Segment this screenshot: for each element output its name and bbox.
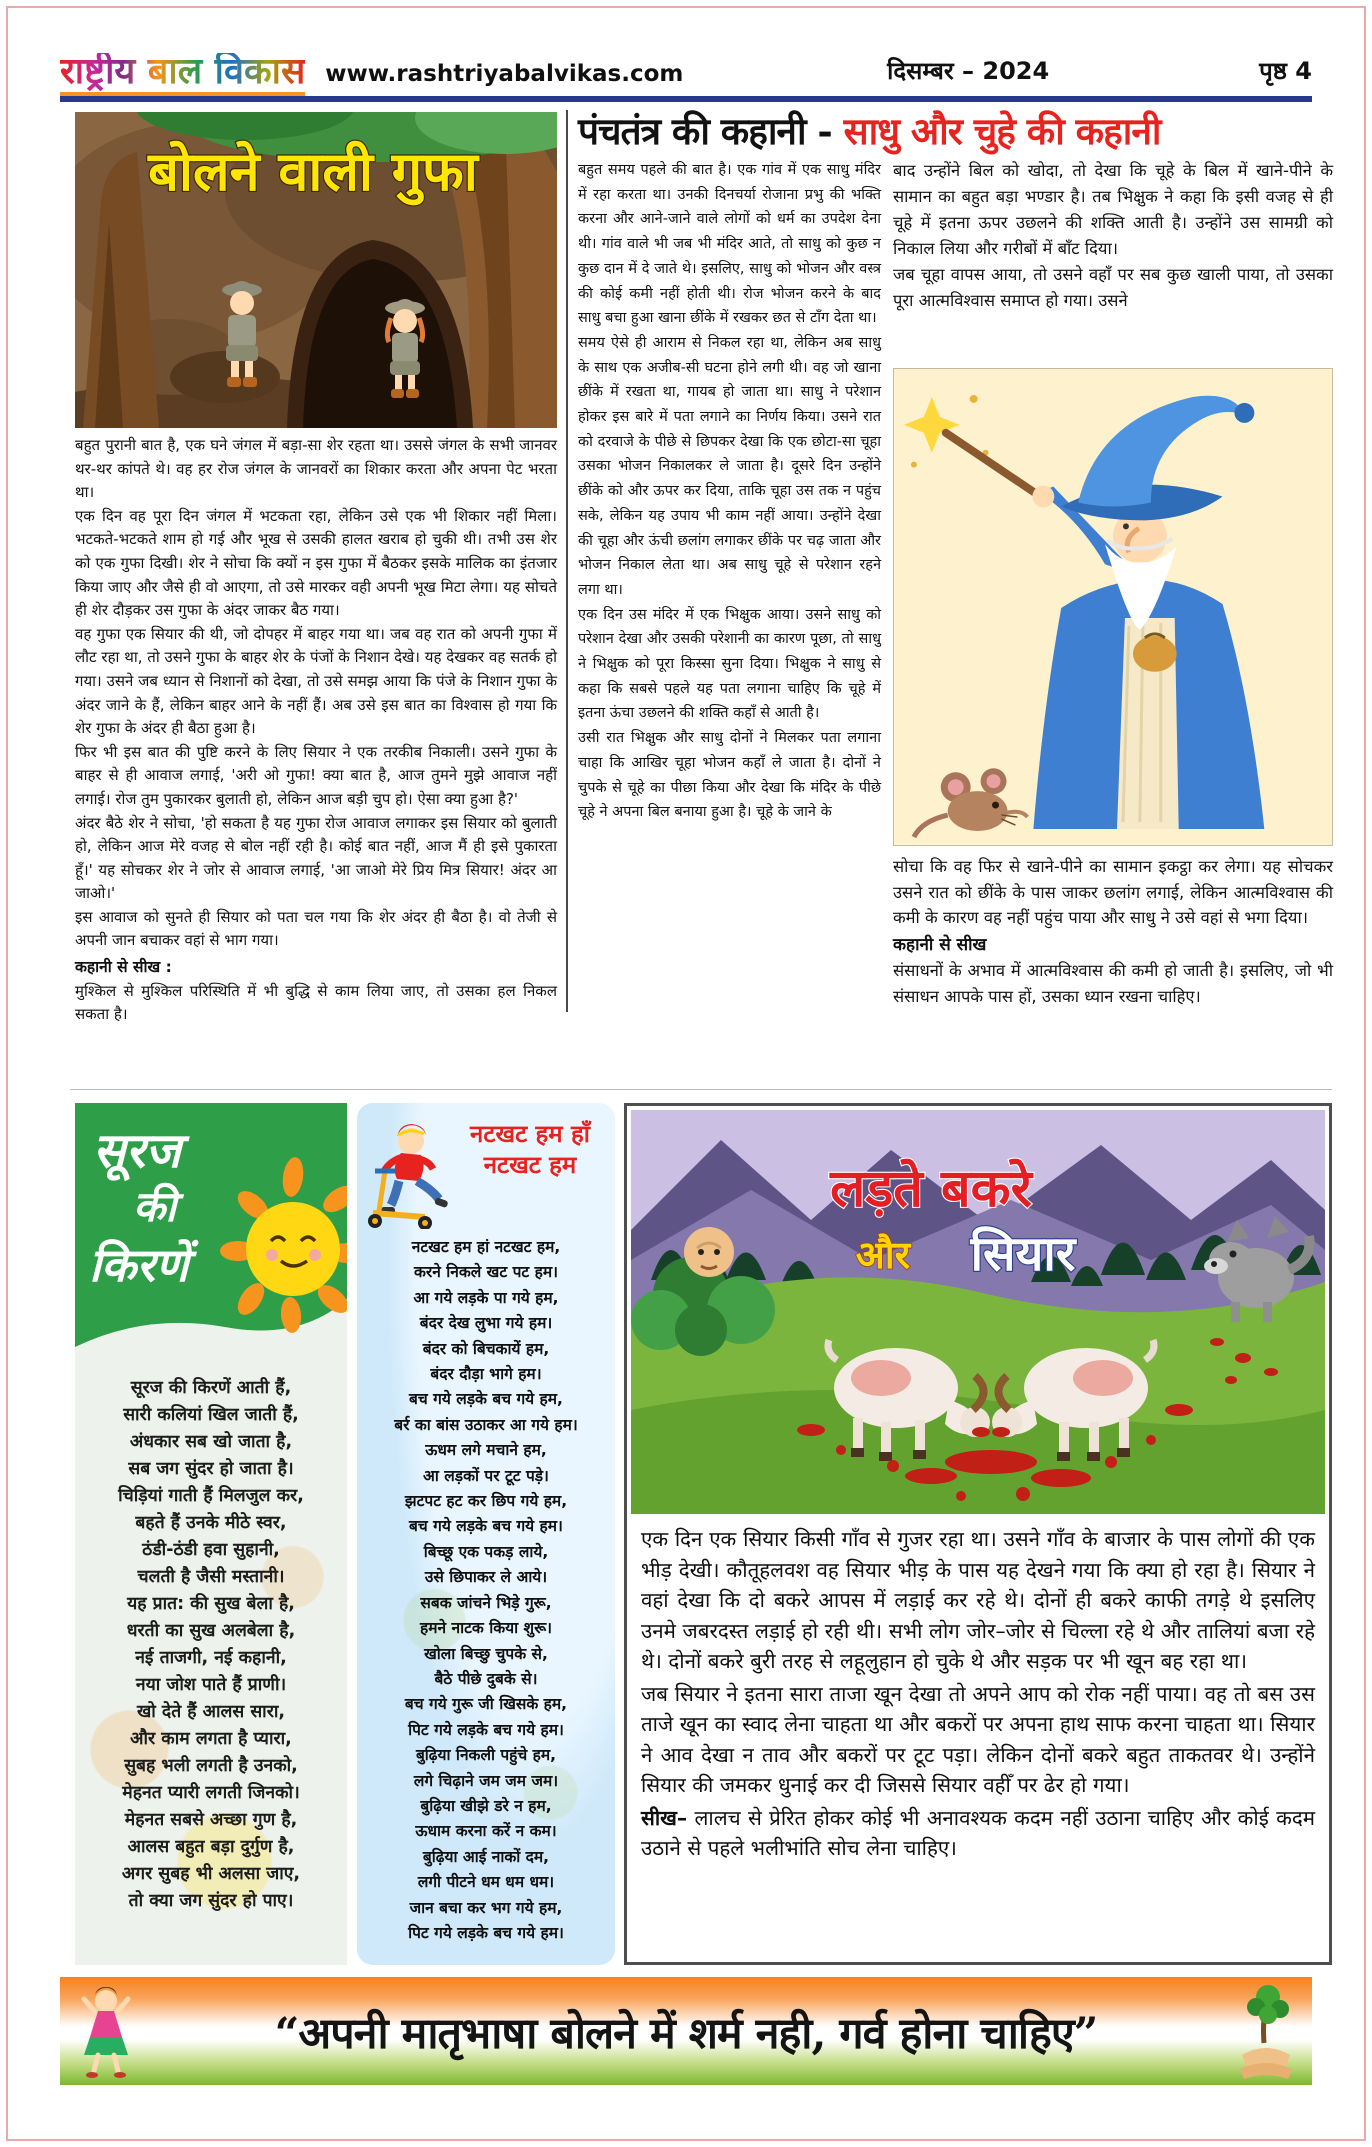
- natkhat-poem-title: [449, 1119, 611, 1181]
- poem-line: बिच्छू एक पकड़ लाये,: [423, 1542, 549, 1561]
- website-url[interactable]: www.rashtriyabalvikas.com: [325, 61, 684, 87]
- sun-poem-title-line1: सूरज: [93, 1123, 181, 1179]
- poem-line: अंधकार सब खो जाता है,: [129, 1432, 293, 1452]
- poem-line: नटखट हम हां नटखट हम,: [411, 1238, 561, 1256]
- panchatantra-column-b-bottom: [893, 854, 1333, 1009]
- story-paragraph: बाद उन्होंने बिल को खोदा, तो देखा कि चूहे के बिल में खाने-पीने के सामान का बहुत बड़ा भण्डार है। तब भिक्षुक ने कहा कि इसी वजह से ही चूहे में इतना ऊपर उछलने की शक्ति आती है। उन्होंने उस सामग्री को निकाल लिया और गरीबों में बाँट दिया।: [893, 161, 1333, 258]
- poem-line: पिट गये लड़के बच गये हम।: [408, 1923, 564, 1942]
- natkhat-title-line1: नटखट हम हाँ: [470, 1120, 590, 1148]
- poem-line: और काम लगता है प्यारा,: [130, 1729, 292, 1749]
- newspaper-logo: राष्ट्रीय बाल विकास: [60, 53, 305, 96]
- goat-story-block: [624, 1103, 1332, 1965]
- story-paragraph: बहुत समय पहले की बात है। एक गांव में एक साधु मंदिर में रहा करता था। उनकी दिनचर्या रोजाना प्रभु की भक्ति करना और आने-जाने वाले लोगों को धर्म का उपदेश देना थी। गांव वाले भी जब भी मंदिर आते, तो साधु को कुछ न कुछ दान में दे जाते थे। इसलिए, साधु को भोजन और वस्त्र की कोई कमी नहीं होती थी। रोज भोजन करने के बाद साधु बचा हुआ खाना छींके में रखकर छत से टाँग देता था।: [578, 162, 881, 327]
- poem-line: नया जोश पाते हैं प्राणी।: [135, 1675, 287, 1695]
- poem-line: झटपट हट कर छिप गये हम,: [404, 1492, 568, 1511]
- issue-date: दिसम्बर – 2024: [887, 57, 1050, 85]
- poem-line: मेहनत सबसे अच्छा गुण है,: [124, 1810, 298, 1830]
- hands-holding-plant-icon: [1230, 1981, 1302, 2081]
- poem-line: बुढ़िया निकली पहुंचे हम,: [415, 1746, 557, 1765]
- natkhat-title-line2: नटखट हम: [483, 1151, 577, 1179]
- cave-story-title: बोलने वाली गुफा: [148, 140, 478, 203]
- poem-line: मेहनत प्यारी लगती जिनको।: [122, 1783, 300, 1803]
- motto-text: “अपनी मातृभाषा बोलने में शर्म नही, गर्व होना चाहिए”: [274, 2008, 1098, 2059]
- motto-banner: [60, 1977, 1312, 2085]
- poem-line: ठंडी-ठंडी हवा सुहानी,: [142, 1540, 280, 1560]
- poem-line: सुबह भली लगती है उनको,: [124, 1756, 298, 1776]
- masthead: [60, 44, 1312, 102]
- poem-line: ऊधम लगे मचाने हम,: [425, 1441, 547, 1460]
- sun-poem-header: [75, 1103, 347, 1365]
- story-paragraph: एक दिन उस मंदिर में एक भिक्षुक आया। उसने साधु को परेशान देखा और उसकी परेशानी का कारण पूछा, तो साधु ने भिक्षुक को पूरा किस्सा सुना दिया। भिक्षुक ने साधु से कहा कि सबसे पहले यह पता लगाना चाहिए कि चूहे में इतना ऊंचा उछलने की शक्ति कहाँ से आती है।: [578, 606, 881, 722]
- poem-line: खो देते हैं आलस सारा,: [136, 1702, 286, 1722]
- scooter-kid-icon: [361, 1111, 453, 1229]
- poem-line: अगर सुबह भी अलसा जाए,: [121, 1864, 301, 1884]
- poem-line: करने निकले खट पट हम।: [414, 1263, 558, 1282]
- goat-story-title-and: और: [855, 1233, 911, 1277]
- sun-poem-lines: [75, 1375, 347, 1915]
- panchatantra-title-black: पंचतंत्र की कहानी -: [578, 109, 844, 153]
- story-paragraph: एक दिन वह पूरा दिन जंगल में भटकता रहा, लेकिन उसे एक भी शिकार नहीं मिला। भटकते-भटकते शाम हो गई और भूख से उसकी हालत खराब हो चुकी थी। तभी उस शेर को एक गुफा दिखी। शेर ने सोचा कि क्यों न इस गुफा में बैठकर इसके मालिक का इंतजार किया जाए और जैसे ही वो आएगा, तो उसे मारकर वही अपनी भूख मिटा लेगा। यह सोचते ही शेर दौड़कर उस गुफा के अंदर जाकर बैठ गया।: [75, 506, 557, 620]
- poem-line: आलस बहुत बड़ा दुर्गुण है,: [127, 1837, 295, 1857]
- poem-line: जान बचा कर भग गये हम,: [409, 1898, 563, 1917]
- poem-line: सूरज की किरणें आती हैं,: [130, 1378, 292, 1398]
- cave-story-paragraphs: [75, 434, 557, 953]
- panchatantra-col-a-paragraphs: [578, 158, 881, 825]
- poem-line: चलती है जैसी मस्तानी।: [137, 1567, 285, 1587]
- poem-line: सारी कलियां खिल जाती हैं,: [123, 1405, 299, 1425]
- poem-line: बैठे पीछे दुबके से।: [434, 1669, 538, 1688]
- poem-line: ऊधाम करना करें न कम।: [415, 1822, 557, 1841]
- sun-poem-block: [75, 1103, 347, 1965]
- vertical-divider: [566, 110, 568, 1012]
- poem-line: बच गये लड़के बच गये हम।: [409, 1517, 563, 1536]
- goat-story-moral-text: लालच से प्रेरित होकर कोई भी अनावश्यक कदम नहीं उठाना चाहिए और कोई कदम उठाने से पहले भलीभांति सोच लेना चाहिए।: [641, 1805, 1315, 1860]
- poem-line: लगी पीटने धम धम धम।: [417, 1873, 555, 1892]
- story-paragraph: वह गुफा एक सियार की थी, जो दोपहर में बाहर गया था। जब वह रात को अपनी गुफा में लौट रहा था, तो उसने गुफा के बाहर शेर के पंजों के निशान देखे। यह देखकर वह सतर्क हो गया। उसने जब ध्यान से निशानों को देखा, तो उसे समझ आया कि पंजे के निशान गुफा के अंदर जाने के हैं, लेकिन बाहर आने के नहीं हैं। अब उसे इस बात का विश्वास हो गया कि शेर गुफा के अंदर ही बैठा हुआ है।: [75, 624, 557, 738]
- natkhat-poem-block: [357, 1103, 615, 1965]
- poem-line: चिड़ियां गाती हैं मिलजुल कर,: [118, 1486, 304, 1506]
- cave-story-illustration: [75, 112, 557, 428]
- panchatantra-column-a: [578, 158, 881, 825]
- story-paragraph: समय ऐसे ही आराम से निकल रहा था, लेकिन अब साधु के साथ एक अजीब-सी घटना होने लगी थी। वह जो खाना छींके में रखता था, गायब हो जाता था। साधु ने परेशान होकर इस बारे में पता लगाने का निर्णय किया। उसने रात को दरवाजे के पीछे से छिपकर देखा कि एक छोटा-सा चूहा उसका भोजन निकालकर ले जाता है। दूसरे दिन उन्होंने छींके को और ऊपर कर दिया, ताकि चूहा उस तक न पहुंच सके, लेकिन यह उपाय भी काम नहीं आया। उन्होंने देखा की चूहा और ऊंची छलांग लगाकर छींके पर चढ़ जाता और भोजन निकाल लेता था। अब साधु चूहे से परेशान रहने लगा था।: [578, 334, 881, 598]
- dancing-girl-icon: [70, 1983, 142, 2079]
- story-paragraph: बहुत पुरानी बात है, एक घने जंगल में बड़ा-सा शेर रहता था। उससे जंगल के सभी जानवर थर-थर कांपते थे। वह हर रोज जंगल के जानवरों का शिकार करता और अपना पेट भरता था।: [75, 436, 557, 502]
- sun-poem-title-line3: किरणें: [89, 1238, 189, 1292]
- story-paragraph: सोचा कि वह फिर से खाने-पीने का सामान इकट्ठा कर लेगा। यह सोचकर उसने रात को छींके के पास जाकर छलांग लगाई, लेकिन आत्मविश्वास की कमी के कारण वह नहीं पहुंच पाया और साधु ने उसे वहां से भगा दिया।: [893, 857, 1333, 927]
- goat-story-text: [631, 1514, 1325, 1864]
- poem-line: बच गये लड़के बच गये हम,: [409, 1390, 563, 1409]
- goat-story-moral: [641, 1803, 1315, 1864]
- horizontal-divider: [70, 1089, 1332, 1090]
- poem-line: आ गये लड़के पा गये हम,: [413, 1288, 559, 1307]
- goat-story-title-line1: लड़ते बकरे: [830, 1159, 1032, 1219]
- cave-story-body: [75, 434, 557, 1027]
- cave-story-moral: मुश्किल से मुश्किल परिस्थिति में भी बुद्धि से काम लिया जाए, तो उसका हल निकल सकता है।: [75, 981, 557, 1024]
- poem-line: बंदर को बिचकायें हम,: [422, 1339, 550, 1358]
- poem-line: बहते हैं उनके मीठे स्वर,: [135, 1513, 287, 1533]
- poem-line: धरती का सुख अलबेला है,: [126, 1621, 296, 1641]
- poem-line: तो क्या जग सुंदर हो पाए।: [128, 1891, 294, 1911]
- poem-line: बुढ़िया आई नाकों दम,: [422, 1847, 550, 1866]
- panchatantra-col-b-paragraphs: [893, 158, 1333, 314]
- story-paragraph: जब सियार ने इतना सारा ताजा खून देखा तो अपने आप को रोक नहीं पाया। वह तो बस उस ताजे खून का स्वाद लेना चाहता था और बकरों पर अपना हाथ साफ करना चाहता था। सियार ने आव देखा न ताव और बकरों पर टूट पड़ा। लेकिन दोनों बकरे बहुत ताकतवर थे। उन्होंने सियार की जमकर धुनाई कर दी जिससे सियार वहीँ पर ढेर हो गया।: [641, 1681, 1315, 1797]
- poem-line: आ लड़कों पर टूट पड़े।: [423, 1466, 549, 1485]
- poem-line: सब जग सुंदर हो जाता है।: [128, 1459, 294, 1479]
- poem-line: बच गये गुरू जी खिसके हम,: [404, 1695, 568, 1714]
- poem-line: लगे चिढ़ाने जम जम जम।: [413, 1771, 559, 1790]
- story-paragraph: एक दिन एक सियार किसी गाँव से गुजर रहा था। उसने गाँव के बाजार के पास लोगों की एक भीड़ देखी। कौतूहलवश वह सियार भीड़ के पास यह देखने गया कि क्या हो रहा है। सियार ने वहां देखा कि दो बकरे आपस में लड़ाई कर रहे थे। दोनों ही बकरे काफी तगड़े थे इसलिए उनमे जबरदस्त लड़ाई हो रही थी। सभी लोग जोर–जोर से चिल्ला रहे थे और तालियां बजा रहे थे। दोनों बकरे बुरी तरह से लहूलुहान हो चुके थे और सड़क पर भी खून बह रहा था।: [641, 1527, 1315, 1673]
- story-paragraph: उसी रात भिक्षुक और साधु दोनों ने मिलकर पता लगाना चाहा कि आखिर चूहा भोजन कहाँ ले जाता है। दोनों ने चुपके से चूहे का पीछा किया और देखा कि मंदिर के पीछे चूहे ने अपना बिल बनाया हुआ है। चूहे के जाने के: [578, 730, 881, 821]
- poem-line: पिट गये लड़के बच गये हम।: [408, 1720, 564, 1739]
- story-paragraph: जब चूहा वापस आया, तो उसने वहाँ पर सब कुछ खाली पाया, तो उसका पूरा आत्मविश्वास समाप्त हो गया। उसने: [893, 265, 1333, 310]
- panchatantra-title: [578, 104, 1334, 155]
- panchatantra-moral: संसाधनों के अभाव में आत्मविश्वास की कमी हो जाती है। इसलिए, जो भी संसाधन आपके पास हों, उसका ध्यान रखना चाहिए।: [893, 961, 1333, 1006]
- story-paragraph: अंदर बैठे शेर ने सोचा, 'हो सकता है यह गुफा रोज आवाज लगाकर इस सियार को बुलाती हो, लेकिन आज मेरे वजह से बोल नहीं रही है। कोई बात नहीं, आज मैं ही इसे पुकारता हूँ।' यह सोचकर शेर ने जोर से आवाज लगाई, 'आ जाओ मेरे प्रिय मित्र सियार! अंदर आ जाओ।': [75, 813, 557, 903]
- poem-line: नई ताजगी, नई कहानी,: [135, 1648, 287, 1668]
- panchatantra-column-b-top: [893, 158, 1333, 314]
- poem-line: खोला बिच्छु चुपके से,: [424, 1644, 548, 1663]
- wizard-and-mouse-illustration: [893, 368, 1333, 846]
- poem-line: बंदर दौड़ा भागे हम।: [430, 1365, 542, 1384]
- natkhat-poem-lines: [357, 1235, 615, 1946]
- poem-line: हमने नाटक किया शुरू।: [419, 1619, 552, 1638]
- goat-story-paragraphs: [641, 1524, 1315, 1801]
- goat-story-title-line2: सियार: [970, 1226, 1076, 1282]
- poem-line: बर्र का बांस उठाकर आ गये हम।: [394, 1415, 578, 1434]
- story-paragraph: इस आवाज को सुनते ही सियार को पता चल गया कि शेर अंदर ही बैठा है। वो तेजी से अपनी जान बचाकर वहां से भाग गया।: [75, 907, 557, 950]
- poem-line: बुढ़िया खीझे डरे न हम,: [420, 1796, 552, 1815]
- goat-story-moral-prefix: सीख–: [641, 1805, 688, 1830]
- goat-story-illustration: [631, 1110, 1325, 1514]
- poem-line: बंदर देख लुभा गये हम।: [419, 1314, 553, 1333]
- poem-line: उसे छिपाकर ले आये।: [424, 1568, 548, 1587]
- story-paragraph: फिर भी इस बात की पुष्टि करने के लिए सियार ने एक तरकीब निकाली। उसने गुफा के बाहर से ही आवाज लगाई, 'अरी ओ गुफा! क्या बात है, आज तुमने मुझे आवाज नहीं लगाई। रोज तुम पुकारकर बुलाती हो, लेकिन आज बड़ी चुप हो। ऐसा क्या हुआ है?': [75, 742, 557, 808]
- sun-poem-title-line2: की: [133, 1182, 177, 1231]
- panchatantra-title-red: साधु और चुहे की कहानी: [843, 109, 1161, 153]
- page-number: पृष्ठ 4: [1259, 57, 1312, 85]
- panchatantra-moral-heading: कहानी से सीख: [893, 934, 987, 955]
- cave-story-moral-heading: कहानी से सीख :: [75, 958, 172, 977]
- poem-line: सबक जांचने भिड़े गुरू,: [420, 1593, 552, 1612]
- poem-line: यह प्रात: की सुख बेला है,: [127, 1594, 295, 1614]
